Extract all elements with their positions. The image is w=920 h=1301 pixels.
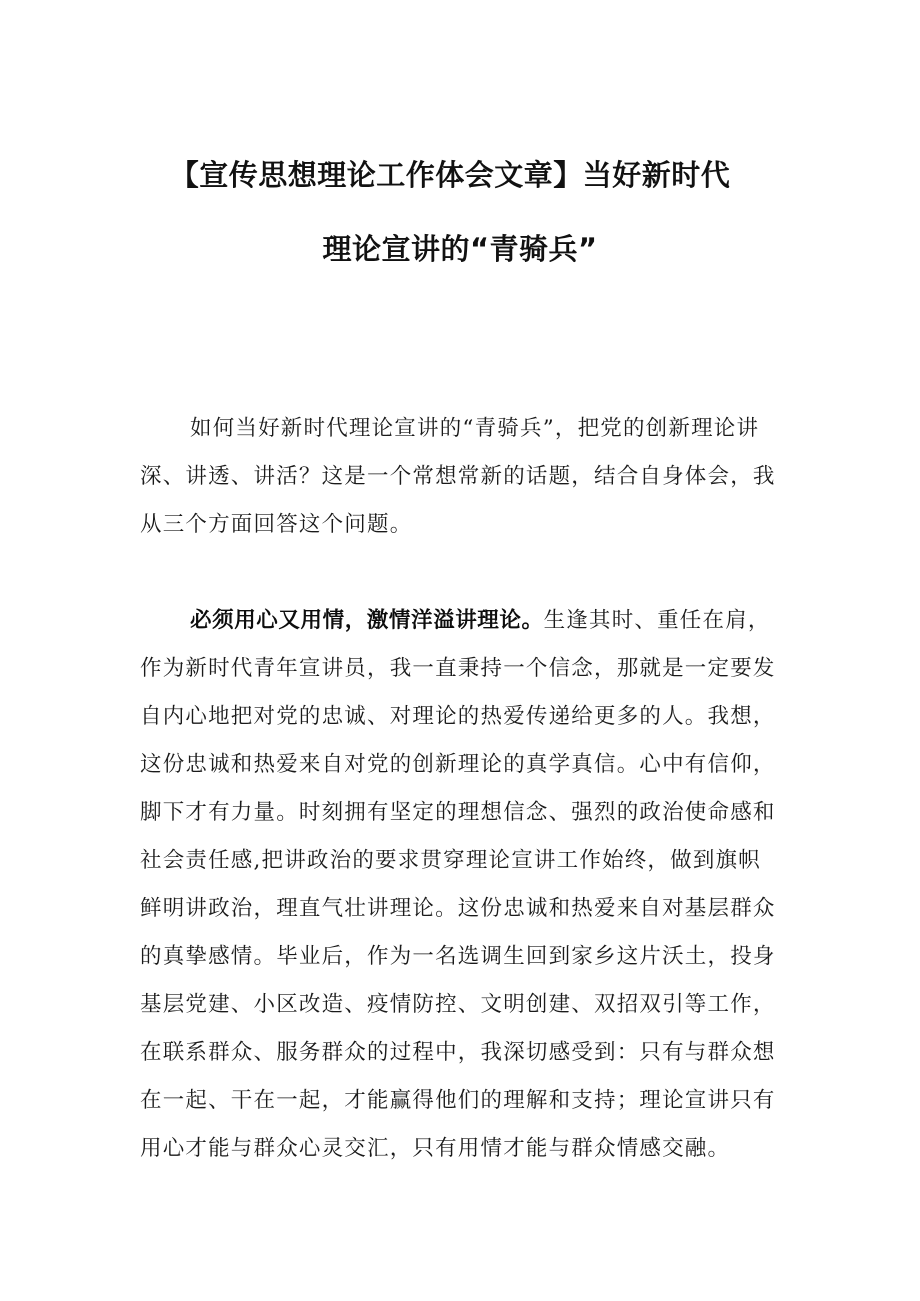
paragraph-line: 在一起、干在一起，才能赢得他们的理解和支持；理论宣讲只有 <box>140 1088 776 1113</box>
paragraph-line: 脚下才有力量。时刻拥有坚定的理想信念、强烈的政治使命感和 <box>140 800 776 825</box>
section-paragraph-1 <box>140 597 785 1173</box>
paragraph-line: 鲜明讲政治，理直气壮讲理论。这份忠诚和热爱来自对基层群众 <box>140 896 776 921</box>
paragraph-line-rest: 生逢其时、重任在肩， <box>543 608 771 633</box>
paragraph-line: 作为新时代青年宣讲员，我一直秉持一个信念，那就是一定要发 <box>140 656 776 681</box>
paragraph-line: 在联系群众、服务群众的过程中，我深切感受到：只有与群众想 <box>140 1040 776 1065</box>
paragraph-line: 基层党建、小区改造、疫情防控、文明创建、双招双引等工作， <box>140 992 776 1017</box>
paragraph-first-line <box>140 597 785 645</box>
paragraph-line: 用心才能与群众心灵交汇，只有用情才能与群众情感交融。 <box>140 1136 731 1161</box>
paragraph-line: 如何当好新时代理论宣讲的“青骑兵”，把党的创新理论讲 <box>190 416 760 441</box>
section-lead-heading: 必须用心又用情，激情洋溢讲理论。 <box>190 608 544 633</box>
paragraph-line: 的真挚感情。毕业后，作为一名选调生回到家乡这片沃土，投身 <box>140 944 776 969</box>
paragraph-line: 自内心地把对党的忠诚、对理论的热爱传递给更多的人。我想， <box>140 704 776 729</box>
paragraph-line: 这份忠诚和热爱来自对党的创新理论的真学真信。心中有信仰， <box>140 752 776 777</box>
paragraph-line: 深、讲透、讲活？这是一个常想常新的话题，结合自身体会，我 <box>140 464 776 489</box>
document-title-line-2: 理论宣讲的“青骑兵” <box>322 232 598 266</box>
document-title-line-1: 【宣传思想理论工作体会文章】当好新时代 <box>169 158 731 192</box>
paragraph-line: 社会责任感,把讲政治的要求贯穿理论宣讲工作始终，做到旗帜 <box>140 848 761 873</box>
intro-paragraph <box>140 405 785 549</box>
paragraph-line: 从三个方面回答这个问题。 <box>140 512 413 537</box>
